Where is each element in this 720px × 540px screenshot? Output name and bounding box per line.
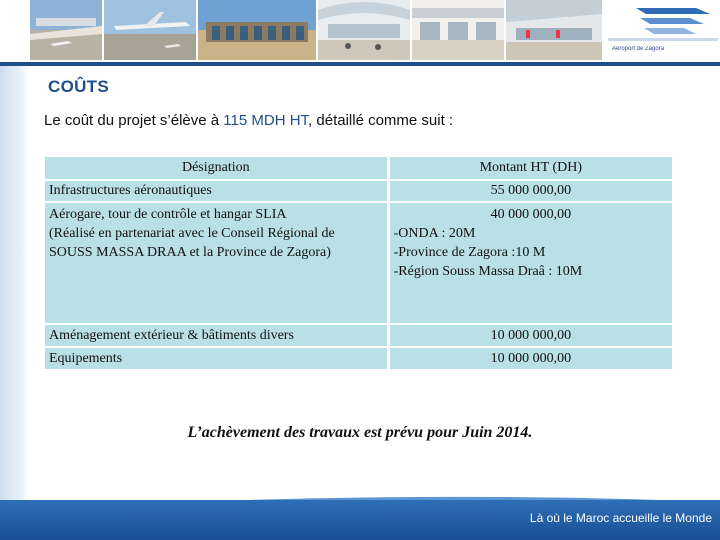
row-designation	[45, 203, 390, 323]
table-row	[45, 325, 672, 346]
table-row	[45, 348, 672, 369]
header-divider	[0, 62, 720, 66]
footer-tagline: Là où le Maroc accueille le Monde	[529, 511, 712, 525]
left-decorative-stripe	[0, 66, 30, 540]
breakdown-line: -Région Souss Massa Draâ : 10M	[393, 264, 583, 279]
table-row	[45, 181, 672, 201]
row-amount: 10 000 000,00	[390, 325, 672, 346]
airport-photo-concourse	[412, 0, 504, 60]
header-banner	[0, 0, 720, 62]
row-amount: 10 000 000,00	[390, 348, 672, 369]
header-designation: Désignation	[45, 157, 390, 179]
header-amount: Montant HT (DH)	[390, 157, 672, 179]
row-designation: Aménagement extérieur & bâtiments divers	[45, 325, 390, 346]
logo-caption: Aéroport de Zagora	[612, 46, 665, 52]
row-designation: Equipements	[45, 348, 390, 369]
completion-note: L’achèvement des travaux est prévu pour Juin 2014.	[187, 424, 533, 441]
airport-photo-hall	[318, 0, 410, 60]
airport-photo-checkin	[506, 0, 602, 60]
designation-line: Aérogare, tour de contrôle et hangar SLIA	[49, 207, 287, 222]
breakdown-line: -ONDA : 20M	[393, 226, 476, 241]
intro-text	[44, 112, 453, 129]
page-title: COÛTS	[48, 77, 109, 96]
row-amount: 55 000 000,00	[390, 181, 672, 201]
table-row	[45, 203, 672, 323]
intro-highlight-total: 115 MDH HT	[223, 112, 309, 129]
designation-line: (Réalisé en partenariat avec le Conseil Régional de	[49, 226, 335, 241]
row-amount	[390, 203, 672, 323]
airport-photo-aircraft	[104, 0, 196, 60]
row-designation: Infrastructures aéronautiques	[45, 181, 390, 201]
amount-value: 40 000 000,00	[490, 207, 572, 222]
intro-after: , détaillé comme suit :	[308, 112, 454, 129]
intro-before: Le coût du projet s’élève à	[44, 112, 224, 129]
cost-table	[45, 155, 672, 371]
airport-photo-apron	[30, 0, 102, 60]
airport-photo-terminal-front	[198, 0, 316, 60]
designation-line: SOUSS MASSA DRAA et la Province de Zagora)	[49, 245, 331, 260]
table-header-row	[45, 157, 672, 179]
breakdown-line: -Province de Zagora :10 M	[393, 245, 546, 260]
